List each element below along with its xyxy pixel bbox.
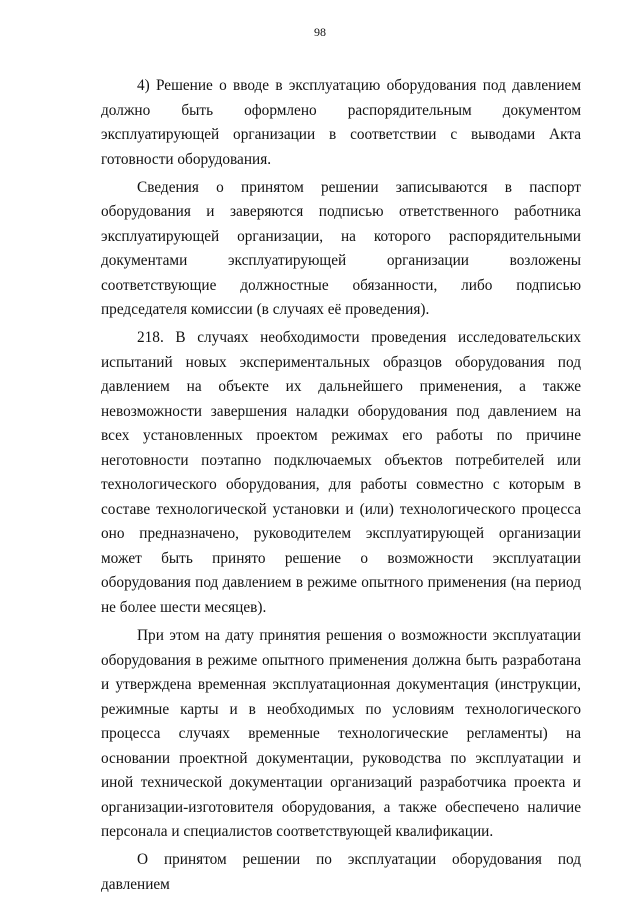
page-number: 98 [314, 25, 326, 39]
paragraph-commissioning-decision: 4) Решение о вводе в эксплуатацию оборудования под давлением должно быть оформлено распорядительным документом эксплуатирующей организации в соответствии с выводами Акта готовности оборудования. [101, 77, 581, 168]
paragraph-clause-218: 218. В случаях необходимости проведения исследовательских испытаний новых экспериментальных образцов оборудования под давлением на объекте их дальнейшего применения, а также невозможности завершения наладки оборудования под давлением на всех установленных проектом режимах его работы по причине неготовности поэтапно подключаемых объектов потребителей или технологического оборудования, для работы совместно с которым в составе технологической установки и (или) технологического процесса оно предназначено, руководителем эксплуатирующей организации может быть принято решение о возможности эксплуатации оборудования под давлением в режиме опытного применения (на период не более шести месяцев). [101, 329, 581, 616]
paragraph-temporary-documentation: При этом на дату принятия решения о возможности эксплуатации оборудования в режиме опытного применения должна быть разработана и утверждена временная эксплуатационная документация (инструкции, режимные карты и в необходимых по условиям технологического процесса случаях временные технологические регламенты) на основании проектной документации, руководства по эксплуатации и иной технической документации организаций разработчика проекта и организации-изготовителя оборудования, а также обеспечено наличие персонала и специалистов соответствующей квалификации. [101, 627, 581, 841]
paragraph-passport-record: Сведения о принятом решении записываются в паспорт оборудования и заверяются подписью ответственного работника эксплуатирующей организации, на которого распорядительными документами эксплуатирующей организации возложены соответствующие должностные обязанности, либо подписью председателя комиссии (в случаях её проведения). [101, 178, 581, 319]
paragraph-decision-continued: О принятом решении по эксплуатации оборудования под давлением [101, 851, 581, 893]
document-body [101, 74, 581, 901]
